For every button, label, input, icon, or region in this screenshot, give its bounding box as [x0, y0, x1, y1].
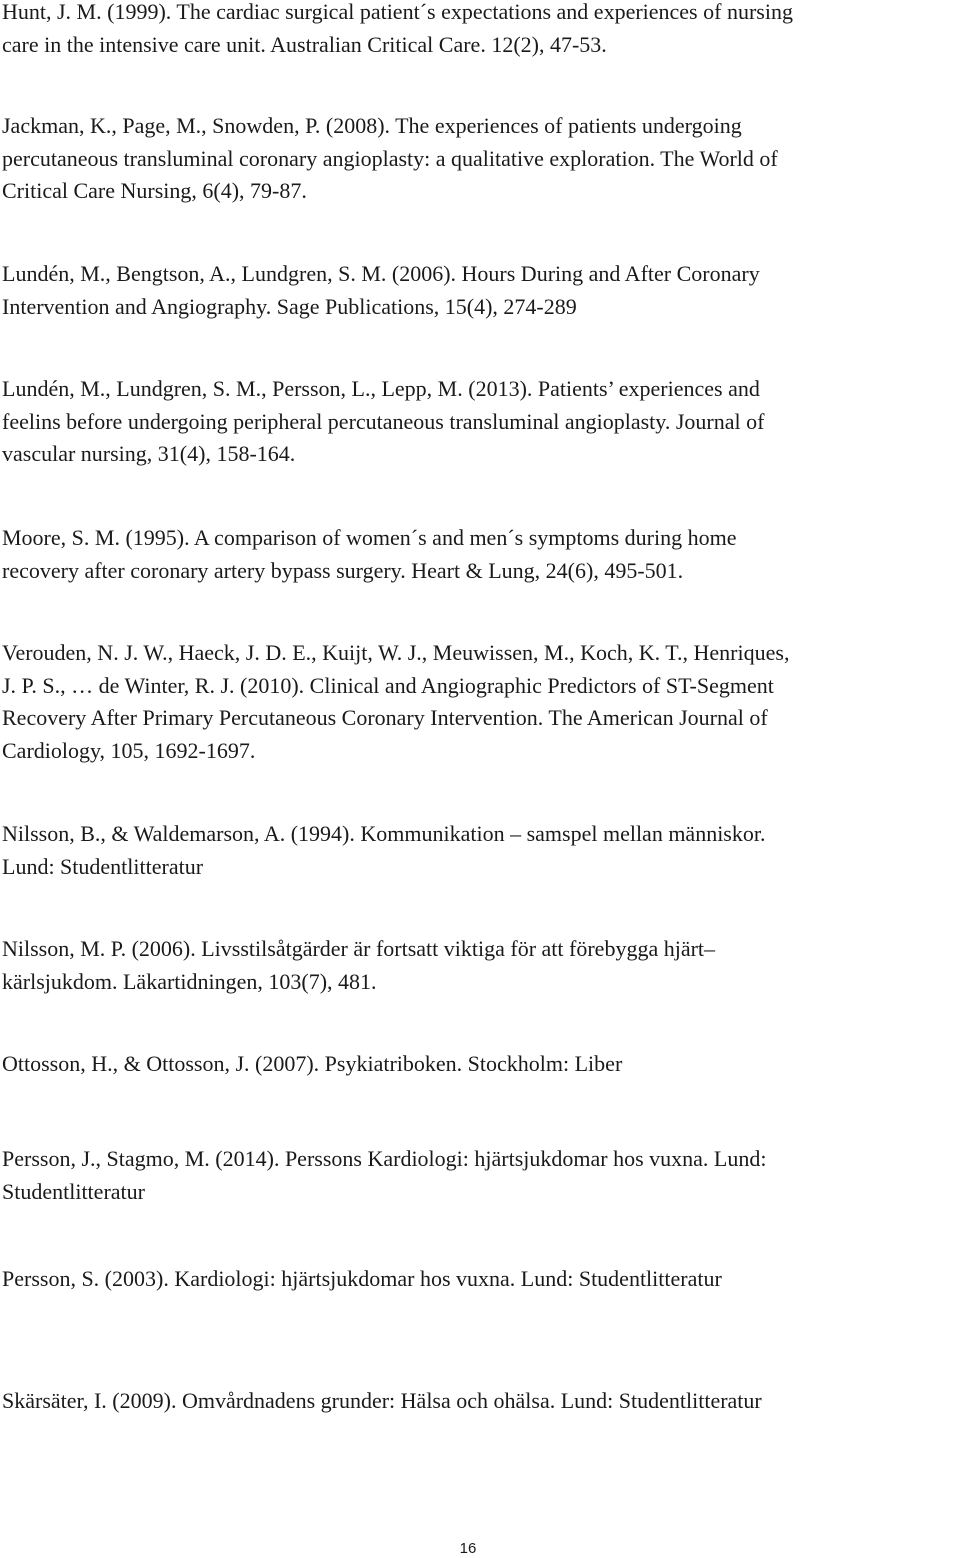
- reference-line: Lundén, M., Bengtson, A., Lundgren, S. M. (2006). Hours During and After Coronary: [2, 261, 760, 286]
- reference-jackman-2008: [2, 110, 952, 208]
- reference-line: Verouden, N. J. W., Haeck, J. D. E., Kuijt, W. J., Meuwissen, M., Koch, K. T., Henriques,: [2, 640, 790, 665]
- reference-line: Jackman, K., Page, M., Snowden, P. (2008). The experiences of patients undergoing: [2, 113, 742, 138]
- reference-persson-2014: [2, 1143, 952, 1208]
- reference-line: Persson, S. (2003). Kardiologi: hjärtsjukdomar hos vuxna. Lund: Studentlitteratur: [2, 1266, 722, 1291]
- reference-line: Recovery After Primary Percutaneous Coronary Intervention. The American Journal of: [2, 705, 768, 730]
- reference-line: vascular nursing, 31(4), 158-164.: [2, 441, 296, 466]
- reference-ottosson-2007: [2, 1048, 952, 1081]
- reference-line: Critical Care Nursing, 6(4), 79-87.: [2, 178, 307, 203]
- reference-line: Moore, S. M. (1995). A comparison of women´s and men´s symptoms during home: [2, 525, 737, 550]
- reference-line: kärlsjukdom. Läkartidningen, 103(7), 481.: [2, 968, 377, 994]
- reference-moore-1995: [2, 522, 952, 587]
- reference-line: percutaneous transluminal coronary angioplasty: a qualitative exploration. The World of: [2, 145, 778, 171]
- reference-line: care in the intensive care unit. Australian Critical Care. 12(2), 47-53.: [2, 31, 607, 57]
- reference-line: Studentlitteratur: [2, 1178, 145, 1204]
- reference-persson-2003: [2, 1263, 952, 1296]
- reference-hunt-1999: [2, 0, 952, 61]
- page-number: 16: [459, 1540, 477, 1557]
- reference-line: Ottosson, H., & Ottosson, J. (2007). Psykiatriboken. Stockholm: Liber: [2, 1051, 623, 1076]
- reference-line: Skärsäter, I. (2009). Omvårdnadens grunder: Hälsa och ohälsa. Lund: Studentlitteratur: [2, 1388, 762, 1413]
- reference-line: feelins before undergoing peripheral percutaneous transluminal angioplasty. Journal of: [2, 408, 765, 434]
- reference-lunden-2013: [2, 373, 952, 471]
- reference-nilsson-1994: [2, 818, 952, 883]
- reference-line: Cardiology, 105, 1692-1697.: [2, 737, 256, 763]
- reference-verouden-2010: [2, 637, 952, 767]
- reference-line: Lund: Studentlitteratur: [2, 853, 204, 879]
- reference-line: Nilsson, M. P. (2006). Livsstilsåtgärder är fortsatt viktiga för att förebygga hjärt–: [2, 936, 716, 961]
- reference-skarsater-2009: [2, 1385, 952, 1418]
- reference-line: Intervention and Angiography. Sage Publications, 15(4), 274-289: [2, 293, 577, 319]
- reference-line: recovery after coronary artery bypass surgery. Heart & Lung, 24(6), 495-501.: [2, 557, 684, 583]
- reference-line: Nilsson, B., & Waldemarson, A. (1994). Kommunikation – samspel mellan människor.: [2, 821, 766, 846]
- reference-line: Persson, J., Stagmo, M. (2014). Perssons Kardiologi: hjärtsjukdomar hos vuxna. Lund:: [2, 1146, 767, 1171]
- reference-line: J. P. S., … de Winter, R. J. (2010). Clinical and Angiographic Predictors of ST-Segment: [2, 672, 774, 698]
- reference-line: Hunt, J. M. (1999). The cardiac surgical patient´s expectations and experiences of nursing: [2, 0, 793, 24]
- reference-lunden-2006: [2, 258, 952, 323]
- reference-line: Lundén, M., Lundgren, S. M., Persson, L., Lepp, M. (2013). Patients’ experiences and: [2, 376, 760, 401]
- reference-nilsson-2006: [2, 933, 952, 998]
